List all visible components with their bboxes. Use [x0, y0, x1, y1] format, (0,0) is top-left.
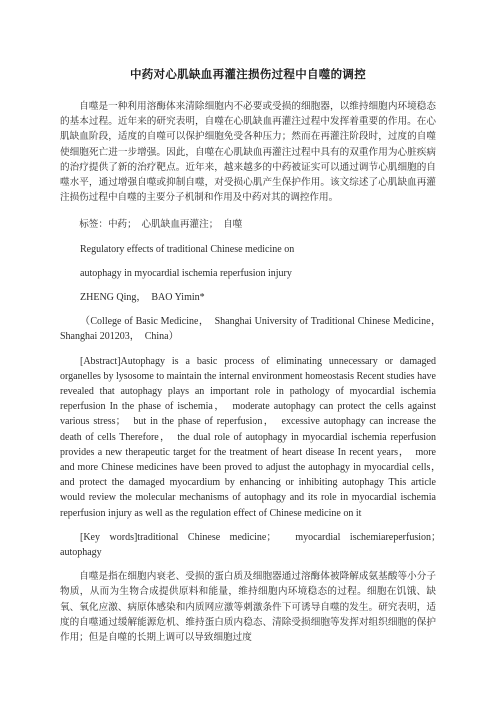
paper-title: 中药对心肌缺血再灌注损伤过程中自噬的调控 [130, 67, 366, 81]
english-abstract: [Abstract]Autophagy is a basic process of eliminating unnecessary or damaged organelles by lysosome to maintain the internal environment homeostasis Recent studies have revealed that autophagy plays an important role in pathology of myocardial ischemia reperfusion In the phase of ischemia， moderate autophagy can protect the cells against various stress； but in the phase of reperfusion， excessive autophagy can increase the death of cells Therefore， the dual role of autophagy in myocardial ischemia reperfusion provides a new therapeutic target for the treatment of heart disease In recent years， more and more Chinese medicines have been proved to adjust the autophagy in myocardial cells， and protect the damaged myocardium by enhancing or inhibiting autophagy This article would review the molecular mechanisms of autophagy and its role in myocardial ischemia reperfusion injury as well as the regulation effect of Chinese medicine on it [60, 355, 446, 519]
english-keywords: [Key words]traditional Chinese medicine； myocardial ischemiareperfusion； autophagy [60, 531, 446, 559]
english-title-line-2: autophagy in myocardial ischemia reperfusion injury [80, 267, 292, 279]
chinese-keywords: 标签：中药； 心肌缺血再灌注； 自噬 [79, 219, 243, 231]
authors: ZHENG Qing， BAO Yimin* [80, 292, 205, 304]
english-title-line-1: Regulatory effects of traditional Chinese medicine on [80, 243, 295, 255]
body-paragraph: 自噬是指在细胞内衰老、受损的蛋白质及细胞器通过溶酶体被降解成氨基酸等小分子物质，从而为生物合成提供原料和能量，维持细胞内环境稳态的过程。细胞在饥饿、缺氧、氧化应激、病原体感染和内质网应激等刺激条件下可诱导自噬的发生。研究表明，适度的自噬通过缓解能源危机、维持蛋白质内稳态、清除受损细胞等发挥对组织细胞的保护作用；但是自噬的长期上调可以导致细胞过度 [60, 571, 436, 644]
affiliation: （College of Basic Medicine， Shanghai University of Traditional Chinese Medicine， Shanghai 201203， China） [60, 316, 446, 343]
chinese-abstract: 自噬是一种利用溶酶体来清除细胞内不必要或受损的细胞器，以维持细胞内环境稳态的基本过程。近年来的研究表明，自噬在心肌缺血再灌注过程中发挥着重要的作用。在心肌缺血阶段，适度的自噬可以保护细胞免受各种压力；然而在再灌注阶段时，过度的自噬使细胞死亡进一步增强。因此，自噬在心肌缺血再灌注过程中具有的双重作用为心脏疾病的治疗提供了新的治疗靶点。近年来，越来越多的中药被证实可以通过调节心肌细胞的自噬水平，通过增强自噬或抑制自噬，对受损心肌产生保护作用。该文综述了心肌缺血再灌注损伤过程中自噬的主要分子机制和作用及中药对其的调控作用。 [60, 101, 436, 204]
